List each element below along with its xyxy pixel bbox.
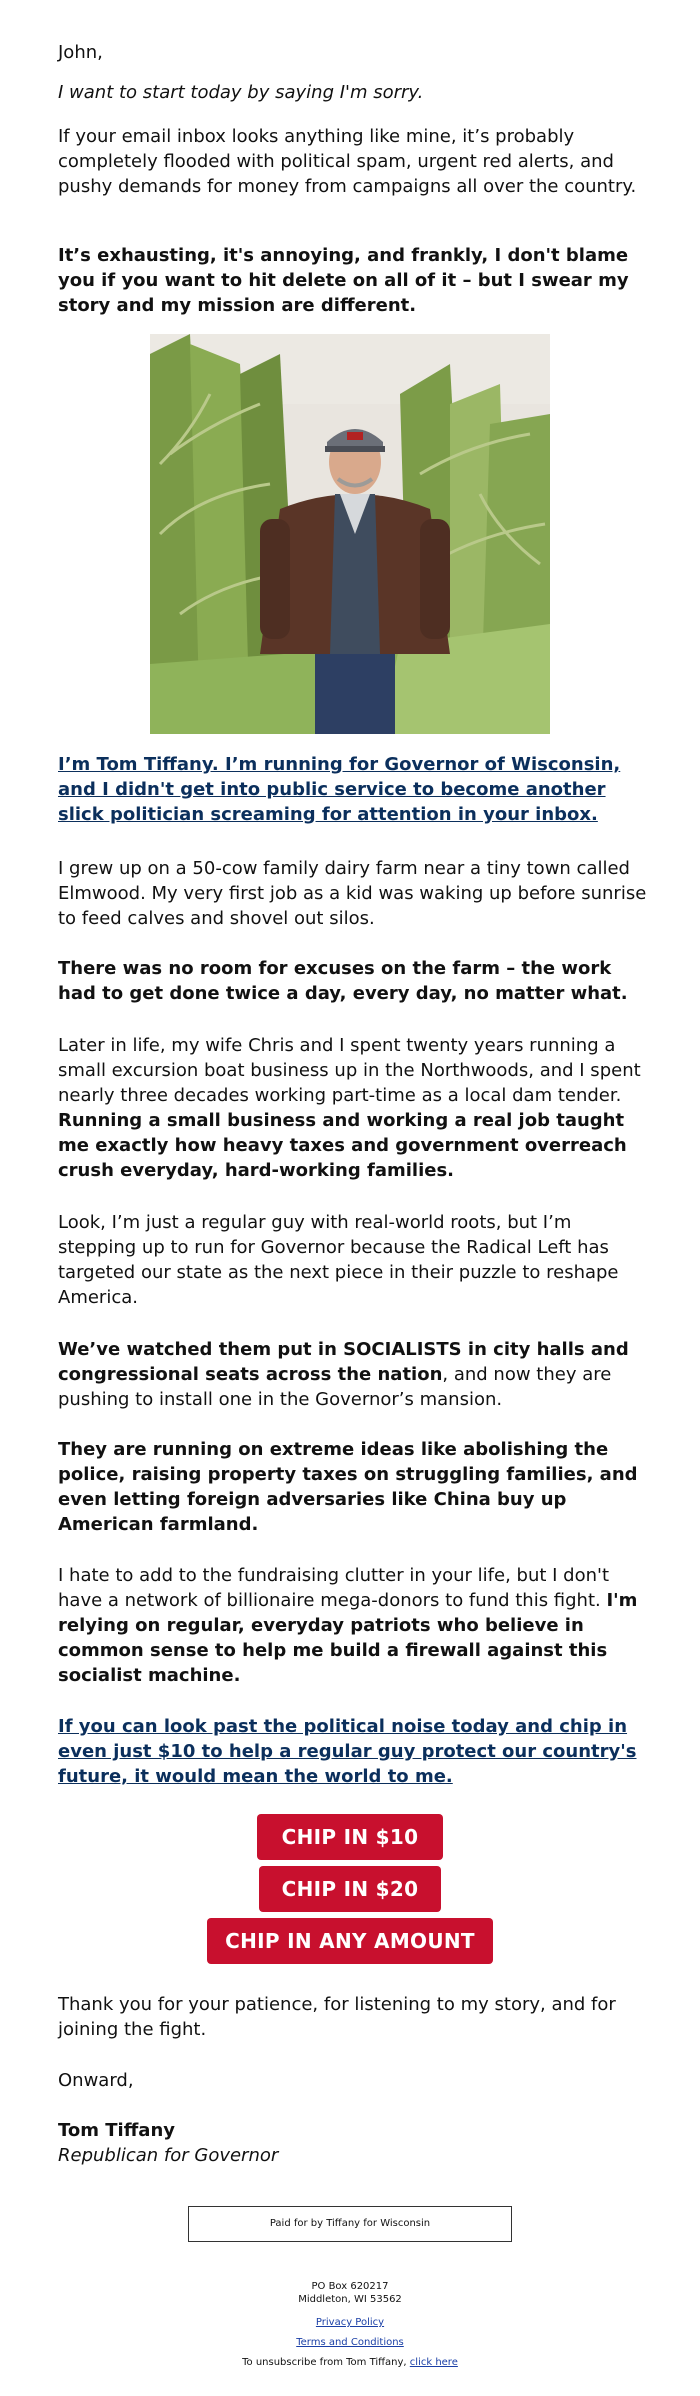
ask-link[interactable]: If you can look past the political noise today and chip in even just $10 to help a regular guy protect our country's future, it would mean the world to me. xyxy=(58,1716,637,1787)
unsubscribe-text: To unsubscribe from Tom Tiffany, xyxy=(242,2357,410,2368)
paragraph-hate xyxy=(58,1563,648,1688)
chip-in-10-button[interactable]: CHIP IN $10 xyxy=(257,1814,443,1860)
greeting-text: John, xyxy=(58,42,103,63)
paid-for-disclaimer: Paid for by Tiffany for Wisconsin xyxy=(188,2206,512,2242)
footer-po-box: PO Box 620217 xyxy=(311,2281,389,2292)
footer-city: Middleton, WI 53562 xyxy=(298,2294,402,2305)
extreme-text: They are running on extreme ideas like abolishing the police, raising property taxes on struggling families, and even letting foreign adversaries like China buy up American farmland. xyxy=(58,1439,638,1535)
paragraph-later xyxy=(58,1033,648,1183)
signature-name: Tom Tiffany xyxy=(58,2120,175,2141)
chip-in-any-amount-button[interactable]: CHIP IN ANY AMOUNT xyxy=(207,1918,493,1964)
unsubscribe-link[interactable]: click here xyxy=(409,2357,458,2368)
inbox-text: If your email inbox looks anything like mine, it’s probably completely flooded with political spam, urgent red alerts, and pushy demands for money from campaigns all over the country. xyxy=(58,126,637,197)
signature xyxy=(58,2118,648,2168)
later-text-a: Later in life, my wife Chris and I spent twenty years running a small excursion boat business up in the Northwoods, and I spent nearly three decades working part-time as a local dam tender. xyxy=(58,1035,641,1106)
footer-terms xyxy=(0,2336,700,2349)
watched-text-b: , and now they are pushing to install one in the Governor’s mansion. xyxy=(58,1364,612,1410)
ask-link-block xyxy=(58,1714,648,1789)
signoff-text: Onward, xyxy=(58,2070,134,2091)
hate-text-b: I'm relying on regular, everyday patriots who believe in common sense to help me build a firewall against this socialist machine. xyxy=(58,1590,638,1686)
hate-text-a: I hate to add to the fundraising clutter in your life, but I don't have a network of billionaire mega-donors to fund this fight. xyxy=(58,1565,610,1611)
footer-address xyxy=(0,2280,700,2306)
chip-in-20-button[interactable]: CHIP IN $20 xyxy=(259,1866,441,1912)
thanks-text: Thank you for your patience, for listening to my story, and for joining the fight. xyxy=(58,1994,616,2040)
paragraph-thanks xyxy=(58,1992,648,2042)
grew-up-text: I grew up on a 50-cow family dairy farm near a tiny town called Elmwood. My very first job as a kid was waking up before sunrise to feed calves and shovel out silos. xyxy=(58,858,647,929)
paragraph-extreme xyxy=(58,1437,648,1537)
watched-text-a: We’ve watched them put in SOCIALISTS in city halls and congressional seats across the nation xyxy=(58,1339,629,1385)
hate-text xyxy=(58,1563,648,1688)
later-text-b: Running a small business and working a real job taught me exactly how heavy taxes and government overreach crush everyday, hard-working families. xyxy=(58,1110,627,1181)
later-text xyxy=(58,1033,648,1183)
watched-text xyxy=(58,1337,648,1412)
paragraph-watched xyxy=(58,1337,648,1412)
candidate-photo xyxy=(150,334,550,734)
footer-unsubscribe xyxy=(0,2356,700,2369)
paragraph-sorry xyxy=(58,80,648,105)
no-room-text: There was no room for excuses on the farm – the work had to get done twice a day, every day, no matter what. xyxy=(58,958,628,1004)
greeting xyxy=(58,40,648,65)
terms-link[interactable]: Terms and Conditions xyxy=(296,2337,404,2348)
sorry-text: I want to start today by saying I'm sorry. xyxy=(58,82,424,103)
paragraph-no-room xyxy=(58,956,648,1006)
exhausting-text: It’s exhausting, it's annoying, and frankly, I don't blame you if you want to hit delete on all of it – but I swear my story and my mission are different. xyxy=(58,245,629,316)
paragraph-look xyxy=(58,1210,648,1310)
headline-link[interactable]: I’m Tom Tiffany. I’m running for Governor of Wisconsin, and I didn't get into public service to become another slick politician screaming for attention in your inbox. xyxy=(58,754,621,825)
candidate-photo-illustration xyxy=(150,334,550,734)
look-text: Look, I’m just a regular guy with real-world roots, but I’m stepping up to run for Governor because the Radical Left has targeted our state as the next piece in their puzzle to reshape America. xyxy=(58,1212,619,1308)
signature-title: Republican for Governor xyxy=(58,2145,279,2166)
signoff xyxy=(58,2068,648,2093)
paragraph-exhausting xyxy=(58,243,648,318)
footer-privacy xyxy=(0,2316,700,2329)
paragraph-inbox xyxy=(58,124,648,199)
privacy-policy-link[interactable]: Privacy Policy xyxy=(315,2317,385,2328)
headline-link-block xyxy=(58,752,648,827)
paragraph-grew-up xyxy=(58,856,648,931)
